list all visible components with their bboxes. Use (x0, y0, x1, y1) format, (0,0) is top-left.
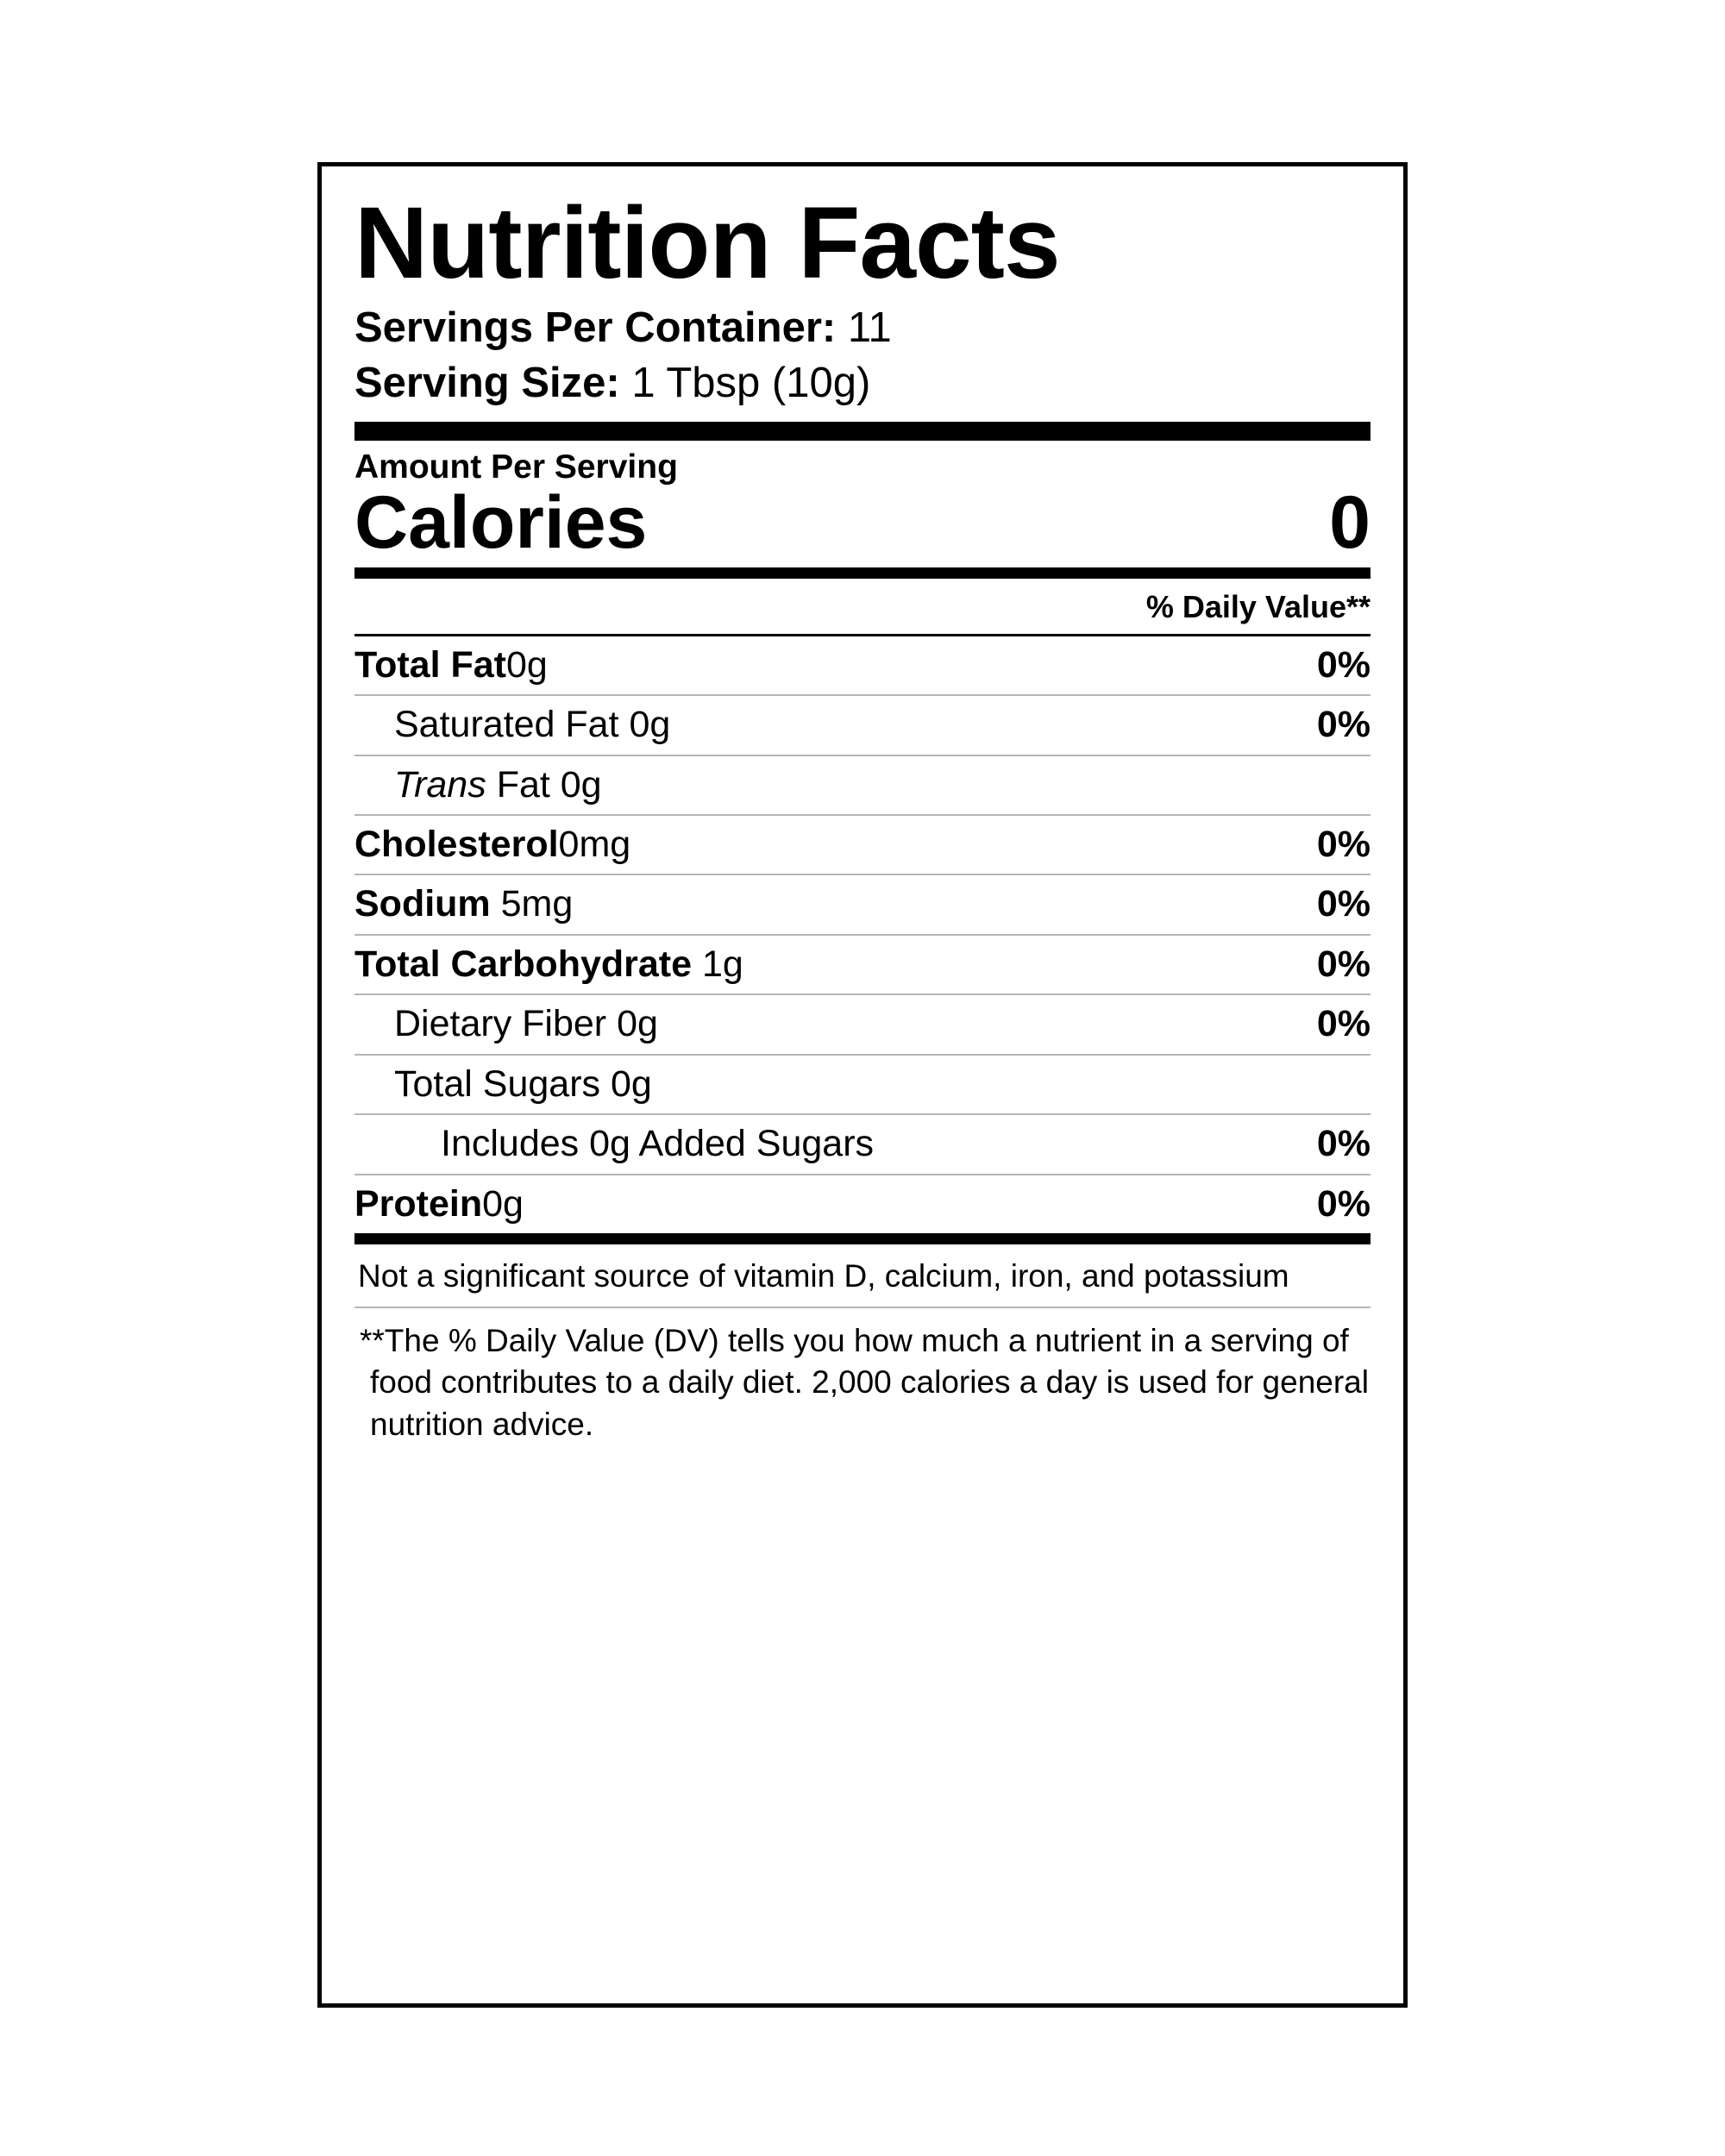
nutrient-name: Dietary Fiber (394, 1003, 607, 1045)
nutrient-amount: Fat 0g (496, 763, 602, 805)
nutrient-percent: 0% (1316, 1003, 1371, 1045)
divider-thick-calories (354, 567, 1371, 579)
table-row (354, 1056, 1371, 1113)
nutrient-amount: 0g (610, 1062, 652, 1105)
calories-value: 0 (1329, 481, 1371, 565)
page-title: Nutrition Facts (354, 186, 1060, 300)
nutrient-name: Total Sugars (394, 1062, 601, 1105)
nutrient-name: Protein (354, 1182, 483, 1225)
table-row (354, 816, 1371, 874)
nutrient-percent: 0% (1316, 643, 1371, 686)
table-row (354, 1115, 1371, 1173)
divider-thick-top (354, 422, 1371, 441)
nutrient-percent: 0% (1316, 824, 1371, 866)
nutrient-amount: 1g (701, 943, 743, 985)
nutrient-amount: 0g (629, 704, 671, 746)
nutrient-amount: 5mg (500, 883, 574, 925)
nutrient-amount: 0g (617, 1003, 658, 1045)
nutrient-percent: 0% (1316, 1123, 1371, 1165)
table-row (354, 756, 1371, 814)
nutrient-percent: 0% (1316, 943, 1371, 985)
nutrient-percent: 0% (1316, 704, 1371, 746)
nutrient-name: Total Carbohydrate (354, 943, 693, 985)
serving-size-label: Serving Size: (354, 359, 620, 406)
serving-size (354, 358, 1371, 410)
nutrient-amount: 0g (482, 1182, 524, 1225)
calories-label: Calories (354, 481, 648, 565)
nutrient-name: Includes 0g Added Sugars (441, 1123, 875, 1165)
table-row (354, 875, 1371, 933)
table-row (354, 1175, 1371, 1233)
nutrient-name: Sodium (354, 883, 491, 925)
amount-per-serving-label: Amount Per Serving (354, 448, 678, 486)
servings-per-container-value: 11 (847, 304, 892, 351)
label-inner (322, 166, 1403, 2003)
nutrient-name: Cholesterol (354, 824, 559, 866)
nutrient-name: Saturated Fat (394, 704, 619, 746)
table-row (354, 995, 1371, 1053)
nutrient-name: Total Fat (354, 643, 506, 686)
table-row (354, 636, 1371, 694)
not-significant-source-note: Not a significant source of vitamin D, calcium, iron, and potassium (358, 1258, 1289, 1294)
daily-value-footnote: **The % Daily Value (DV) tells you how much a nutrient in a serving of food contributes to a daily diet. 2,000 calories a day is used for general nutrition advice. (360, 1323, 1369, 1442)
nutrient-amount: 0mg (558, 824, 631, 866)
table-row (354, 936, 1371, 993)
nutrient-amount: 0g (505, 643, 548, 686)
divider-thick-bottom (354, 1233, 1371, 1244)
table-row (354, 696, 1371, 754)
nutrient-name: Trans (394, 763, 486, 805)
serving-size-value: 1 Tbsp (10g) (631, 359, 871, 406)
calories-row (354, 481, 1371, 565)
nutrition-facts-label (317, 162, 1408, 2008)
nutrient-percent: 0% (1316, 883, 1371, 925)
servings-per-container-label: Servings Per Container: (354, 304, 837, 351)
servings-per-container (354, 303, 1371, 354)
nutrient-percent: 0% (1316, 1182, 1371, 1225)
daily-value-header: % Daily Value** (1145, 588, 1371, 624)
